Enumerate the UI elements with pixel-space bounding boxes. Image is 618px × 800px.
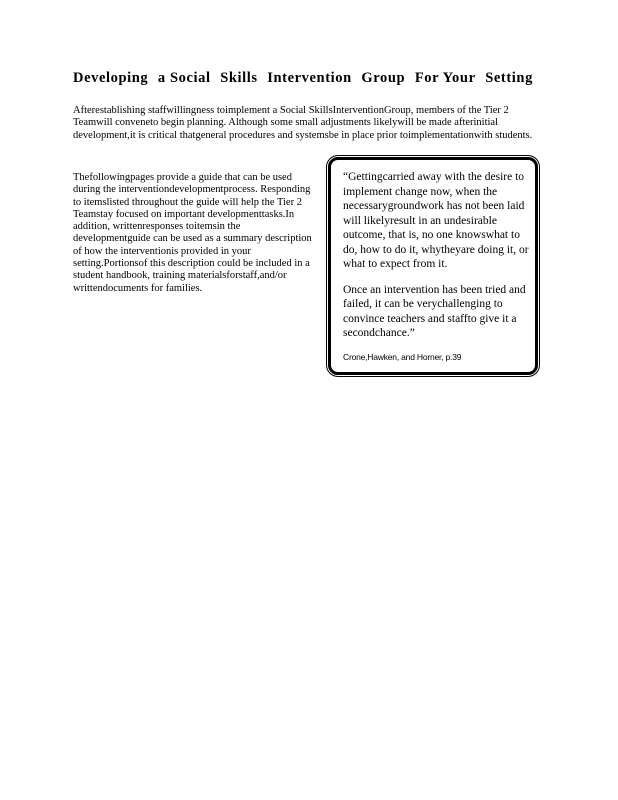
quote-paragraph-1: “Gettingcarried away with the desire to implement change now, when the necessarygroundwork has not been laid will likelyresult in an undesirable outcome, that is, no one knowswhat to do, how to do it, whytheyare doing it, or what to expect from it. [343, 171, 529, 270]
quote-content [343, 170, 529, 363]
title-word-7: Setting [485, 70, 533, 86]
quote-paragraph-2: Once an intervention has been tried and failed, it can be verychallenging to convince teachers and staffto give it a secondchance.” [343, 283, 526, 339]
intro-paragraph: Afterestablishing staffwillingness toimplement a Social SkillsInterventionGroup, members of the Tier 2 Teamwill conveneto begin planning. Although some small adjustments likelywill be made afterinitial development,it is critical thatgeneral procedures and systemsbe in place prior toimplementationwith students. [73, 105, 533, 141]
title-word-1: Developing [73, 70, 149, 86]
quote-citation: Crone,Hawken, and Horner, p.39 [343, 351, 462, 362]
title-word-5: Group [361, 70, 406, 86]
body-paragraph: Thefollowingpages provide a guide that can be used during the interventiondevelopmentprocess. Responding to itemslisted throughout the guide will help the Tier 2 Teamstay focused on important developmenttasks.In addition, writtenresponses toitemsin the developmentguide can be used as a summary description of how the interventionis provided in your setting.Portionsof this description could be included in a student handbook, training materialsforstaff,and/or writtendocuments for families. [73, 172, 312, 294]
title-word-4: Intervention [267, 70, 352, 86]
quote-box [328, 157, 538, 375]
title-word-2: a Social [157, 70, 211, 86]
page-title [73, 70, 533, 87]
title-word-6: For Your [414, 70, 476, 86]
title-word-3: Skills [220, 70, 258, 86]
